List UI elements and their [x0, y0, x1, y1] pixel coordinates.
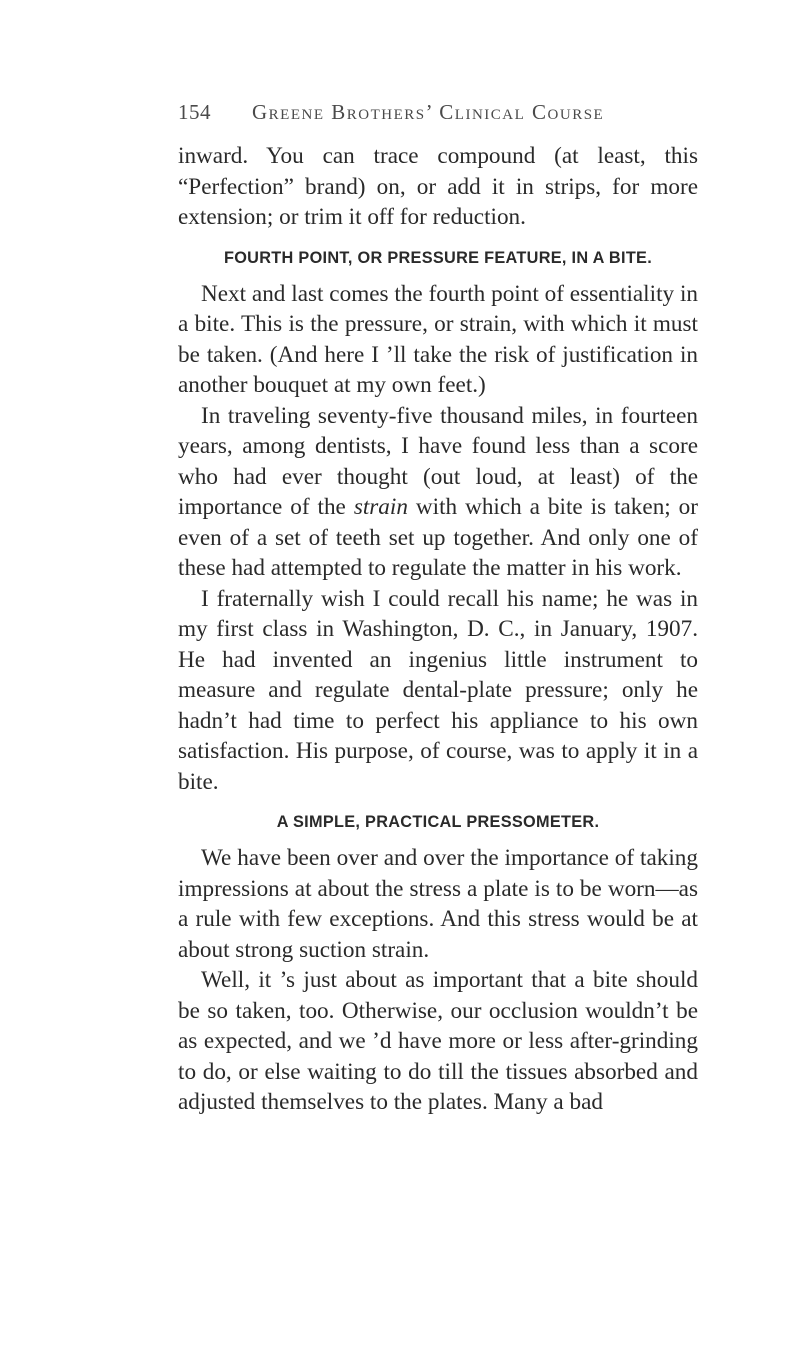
header-title: Greene Brothers’ Clinical Course [252, 100, 605, 124]
emphasis-strain: strain [353, 494, 408, 520]
section-heading-pressometer: A SIMPLE, PRACTICAL PRESSOMETER. [276, 813, 600, 831]
paragraph-next-and-last: Next and last comes the fourth point of essentiality in a bite. This is the pressure, or strain, with which it must be taken. (And here I ’ll take the risk of justification in another bouquet at my own feet.) [178, 280, 698, 398]
paragraph-traveling [178, 401, 698, 584]
section-heading-fourth-point: FOURTH POINT, OR PRESSURE FEATURE, IN A BITE. [223, 248, 653, 267]
page-number: 154 [178, 100, 211, 124]
paragraph-fraternally: I fraternally wish I could recall his name; he was in my first class in Washington, D. C., in January, 1907. He had invented an ingenius little instrument to measure and regulate dental-plate pressure; only he hadn’t had time to perfect his appliance to his own satisfaction. His purpose, of course, was to apply it in a bite. [178, 585, 698, 795]
paragraph-well: Well, it ’s just about as important that a bite should be so taken, too. Otherwise, our occlusion wouldn’t be as expected, and we ’d have more or less after-grinding to do, or else waiting to do till the tissues absorbed and adjusted themselves to the plates. Many a bad [178, 967, 698, 1115]
paragraph-traveling-part-1: In traveling seventy-five thousand miles, in fourteen years, among dentists, I have found less than a score who had ever thought (out loud, at least) of the importance of the [178, 402, 698, 520]
book-page [178, 100, 698, 1118]
running-header [178, 100, 698, 125]
paragraph-traveling-part-2: with which a bite is taken; or even of a set of teeth set up together. And only one of these had attempted to regulate the matter in his work. [178, 494, 698, 581]
paragraph-continuation: inward. You can trace compound (at least, this “Perfection” brand) on, or add it in strips, for more extension; or trim it off for reduction. [178, 143, 698, 230]
paragraph-we-have-been: We have been over and over the importance of taking impressions at about the stress a plate is to be worn—as a rule with few exceptions. And this stress would be at about strong suction strain. [178, 845, 698, 963]
